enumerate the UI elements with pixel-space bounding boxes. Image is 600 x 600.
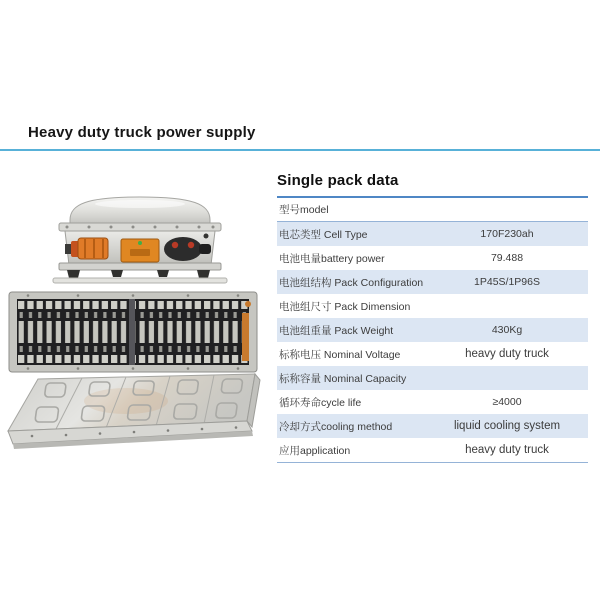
- table-row-cycle-life: [277, 390, 588, 414]
- spec-label: 电池组尺寸 Pack Dimension: [279, 300, 411, 313]
- spec-value: 79.488: [490, 252, 524, 264]
- table-row-application: [277, 438, 588, 462]
- spec-label: 循环寿命cycle life: [279, 396, 362, 409]
- table-row-battery-power: [277, 246, 588, 270]
- spec-value: liquid cooling system: [453, 420, 561, 432]
- spec-label: 电池组结构 Pack Configuration: [279, 276, 424, 289]
- title-divider: [0, 149, 600, 151]
- spec-label: 电芯类型 Cell Type: [279, 228, 368, 241]
- table-row-nominal-voltage: [277, 342, 588, 366]
- table-row-pack-dimension: [277, 294, 588, 318]
- page-title: Heavy duty truck power supply: [28, 124, 256, 141]
- battery-pack-open-module-photo: [8, 289, 258, 375]
- single-pack-data-panel: [277, 172, 588, 463]
- spec-table: [277, 198, 588, 463]
- spec-value: 430Kg: [491, 324, 523, 336]
- battery-tray-photo: [4, 371, 262, 455]
- spec-label: 应用application: [279, 444, 351, 457]
- panel-heading: Single pack data: [277, 172, 399, 189]
- spec-value: 1P45S/1P96S: [474, 276, 540, 288]
- spec-value: heavy duty truck: [465, 348, 549, 360]
- table-row-nominal-capacity: [277, 366, 588, 390]
- spec-label: 标称容量 Nominal Capacity: [279, 372, 407, 385]
- table-row-cooling-method: [277, 414, 588, 438]
- spec-value: 170F230ah: [480, 228, 534, 240]
- spec-label: 标称电压 Nominal Voltage: [279, 348, 401, 361]
- spec-value: ≥4000: [492, 396, 522, 408]
- table-row-cell-type: [277, 222, 588, 246]
- spec-label: 电池电量battery power: [279, 252, 385, 265]
- table-row-pack-configuration: [277, 270, 588, 294]
- table-row-model: [277, 198, 588, 222]
- table-row-pack-weight: [277, 318, 588, 342]
- spec-value: heavy duty truck: [465, 444, 549, 456]
- spec-label: 电池组重量 Pack Weight: [279, 324, 394, 337]
- spec-label: 型号model: [279, 204, 329, 216]
- spec-label: 冷却方式cooling method: [279, 420, 393, 433]
- battery-pack-assembled-photo: [45, 193, 235, 288]
